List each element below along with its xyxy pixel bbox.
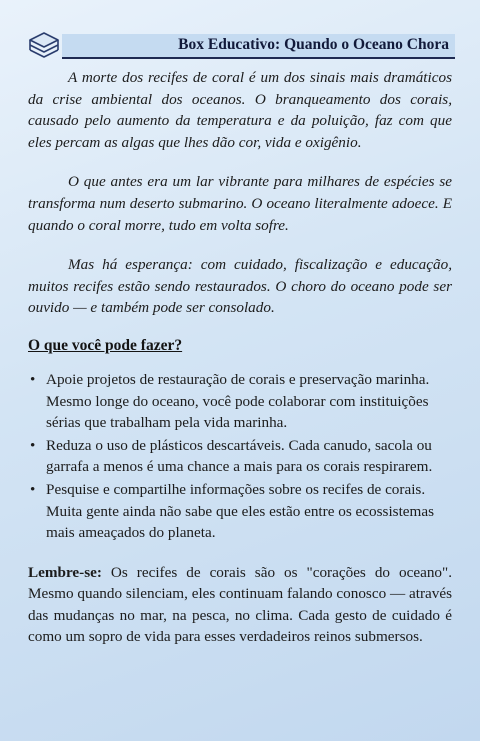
list-item-text: Apoie projetos de restauração de corais e preservação marinha. Mesmo longe do oceano, você pode colaborar com instituições sérias que trabalham pela vida marinha. bbox=[46, 370, 430, 432]
bullet-icon: • bbox=[30, 436, 36, 454]
closing-lead: Lembre-se: bbox=[28, 563, 102, 581]
section-heading: O que você pode fazer? bbox=[28, 336, 183, 354]
box-header bbox=[26, 28, 456, 62]
box-content bbox=[28, 67, 452, 648]
header-band bbox=[62, 34, 455, 59]
intro-paragraph-2: O que antes era um lar vibrante para milhares de espécies se transforma num deserto submarino. O oceano literalmente adoece. E quando o coral morre, tudo em volta sofre. bbox=[28, 173, 452, 234]
list-item-text: Pesquise e compartilhe informações sobre os recifes de corais. Muita gente ainda não sabe que eles estão entre os ecossistemas mais ameaçados do planeta. bbox=[46, 480, 434, 542]
intro-paragraph-3: Mas há esperança: com cuidado, fiscalização e educação, muitos recifes estão sendo restaurados. O choro do oceano pode ser ouvido — e também pode ser consolado. bbox=[28, 256, 452, 317]
box-title: Box Educativo: Quando o Oceano Chora bbox=[178, 36, 449, 53]
list-item bbox=[28, 369, 452, 434]
closing-text: Os recifes de corais são os "corações do oceano". Mesmo quando silenciam, eles continuam falando conosco — através das mudanças no mar, na pesca, no clima. Cada gesto de cuidado é como um sopro de vida para esses verdadeiros reinos submersos. bbox=[28, 563, 452, 646]
list-item bbox=[28, 479, 452, 544]
bullet-icon: • bbox=[30, 370, 36, 388]
list-item bbox=[28, 435, 452, 478]
closing-paragraph bbox=[28, 562, 452, 648]
action-list bbox=[28, 369, 452, 544]
stacked-books-icon bbox=[26, 28, 62, 62]
bullet-icon: • bbox=[30, 480, 36, 498]
list-item-text: Reduza o uso de plásticos descartáveis. Cada canudo, sacola ou garrafa a menos é uma chance a mais para os corais respirarem. bbox=[46, 436, 433, 476]
intro-paragraph-1: A morte dos recifes de coral é um dos sinais mais dramáticos da crise ambiental dos oceanos. O branqueamento dos corais, causado pelo aumento da temperatura e da poluição, faz com que eles percam as algas que lhes dão cor, vida e oxigênio. bbox=[28, 69, 452, 151]
